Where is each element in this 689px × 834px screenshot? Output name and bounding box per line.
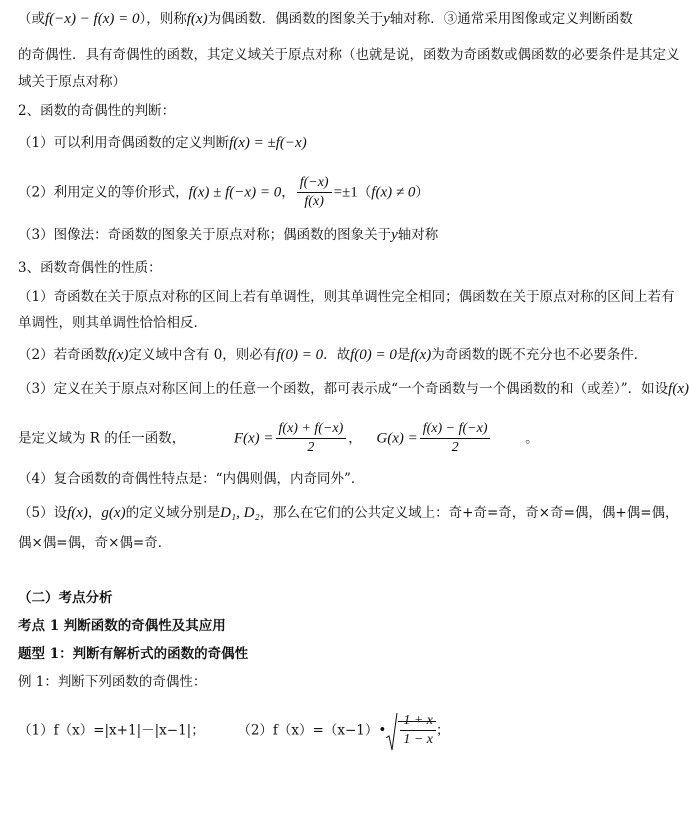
text-segment: 。 — [525, 430, 539, 447]
formula: y — [391, 227, 398, 243]
text-segment: 轴对称 — [397, 227, 439, 243]
fraction-numerator: f(x) − f(−x) — [420, 420, 491, 439]
fraction-denominator: 1 − x — [403, 732, 433, 747]
formula: g(x) — [101, 505, 126, 521]
fraction — [276, 420, 347, 457]
text-segment: ），则称 — [139, 11, 187, 27]
text-line-composition — [18, 504, 679, 522]
formula: f(x) = ±f(−x) — [229, 135, 307, 151]
text-segment: ） — [415, 184, 429, 201]
formula: f(x) — [67, 505, 88, 521]
text-line: 单调性，则其单调性恰恰相反． — [18, 315, 207, 331]
text-line: 偶×偶=偶，奇×偶=奇． — [18, 535, 172, 551]
text-segment: （5）设 — [18, 505, 68, 521]
text-segment: （1）f（x）=|x+1|－|x−1|； — [18, 722, 205, 739]
text-segment: 轴对称．③通常采用图像或定义判断函数 — [389, 11, 633, 27]
fraction — [420, 420, 491, 457]
text-line-odd-zero — [18, 346, 647, 364]
formula: f(x) — [186, 11, 208, 27]
text-segment: 是定义域为 R 的任一函数， — [18, 430, 186, 447]
fraction-numerator: 1 + x — [400, 712, 436, 731]
formula: f(0) = 0 — [276, 347, 324, 363]
text-line-even-function-def — [18, 10, 633, 28]
text-line-F-G-definition — [18, 420, 539, 457]
text-segment: （或 — [18, 11, 45, 27]
text-line-decomposition — [18, 380, 689, 398]
text-line-definition-method — [18, 134, 307, 152]
fraction-numerator: f(−x) — [297, 174, 332, 193]
formula: f(x) ± f(−x) = 0 — [188, 184, 282, 201]
text-segment: 为偶函数．偶函数的图象关于 — [207, 11, 384, 27]
text-segment: （2）f（x）=（x−1）• — [237, 722, 387, 739]
subsection-heading: 题型 1：判断有解析式的函数的奇偶性 — [18, 646, 249, 662]
subsection-heading: 考点 1 判断函数的奇偶性及其应用 — [18, 618, 226, 634]
text-segment: （3）图像法：奇函数的图象关于原点对称；偶函数的图象关于 — [18, 227, 392, 243]
text-line-example-functions — [18, 712, 450, 749]
text-segment: （ — [357, 184, 372, 201]
fraction — [400, 712, 436, 749]
formula: f(x) ≠ 0 — [371, 184, 416, 201]
formula: f(−x) − f(x) = 0 — [45, 11, 140, 27]
text-line: 例 1：判断下列函数的奇偶性： — [18, 674, 207, 690]
text-segment: 是 — [396, 347, 411, 363]
text-segment: ， — [87, 505, 102, 521]
section-heading: （二）考点分析 — [18, 590, 113, 606]
text-segment: （2）利用定义的等价形式， — [18, 184, 189, 201]
formula: =±1 — [333, 184, 358, 201]
text-segment: ， — [348, 430, 362, 447]
formula: f(x) — [107, 347, 129, 363]
fraction-numerator: f(x) + f(−x) — [276, 420, 347, 439]
text-segment: 的定义域分别是 — [125, 505, 221, 521]
fraction-denominator: 2 — [451, 440, 459, 455]
formula: F(x) = — [233, 430, 274, 447]
section-heading: 3、函数奇偶性的性质： — [18, 260, 162, 276]
formula: f(x) — [410, 347, 432, 363]
formula: D₁, D₂ — [220, 505, 260, 521]
fraction-denominator: 2 — [307, 440, 315, 455]
square-root — [386, 712, 436, 749]
text-segment: （1）可以利用奇偶函数的定义判断 — [18, 135, 230, 151]
text-segment: （3）定义在关于原点对称区间上的任意一个函数，都可表示成“一个奇函数与一个偶函数的和（或差）”．如设 — [18, 381, 669, 397]
formula: G(x) = — [376, 430, 418, 447]
text-line: （1）奇函数在关于原点对称的区间上若有单调性，则其单调性完全相同；偶函数在关于原点对称的区间上若有 — [18, 289, 675, 305]
fraction-denominator: f(x) — [304, 194, 324, 209]
text-segment: 定义域中含有 0，则必有 — [128, 347, 277, 363]
text-segment: ； — [436, 722, 450, 739]
text-line: 的奇偶性．具有奇偶性的函数，其定义域关于原点对称（也就是说，函数为奇函数或偶函数的必要条件是其定义 — [18, 47, 680, 63]
formula: f(x) — [668, 381, 689, 397]
formula: y — [383, 11, 390, 27]
text-line: 域关于原点对称） — [18, 74, 126, 90]
text-segment: ， — [281, 184, 295, 201]
radical-sign-icon — [386, 712, 398, 752]
formula: f(0) = 0 — [350, 347, 397, 363]
text-segment: ，那么在它们的公共定义域上：奇+奇=奇，奇×奇=偶，偶+偶=偶， — [259, 505, 679, 521]
fraction — [297, 174, 332, 211]
text-line: （4）复合函数的奇偶性特点是：“内偶则偶，内奇同外”． — [18, 471, 365, 487]
section-heading: 2、函数的奇偶性的判断： — [18, 103, 176, 119]
text-line-graph-method — [18, 226, 438, 244]
text-segment: （2）若奇函数 — [18, 347, 108, 363]
text-line-equivalent-form — [18, 174, 429, 211]
text-segment: 为奇函数的既不充分也不必要条件． — [431, 347, 648, 363]
text-segment: ．故 — [323, 347, 351, 363]
